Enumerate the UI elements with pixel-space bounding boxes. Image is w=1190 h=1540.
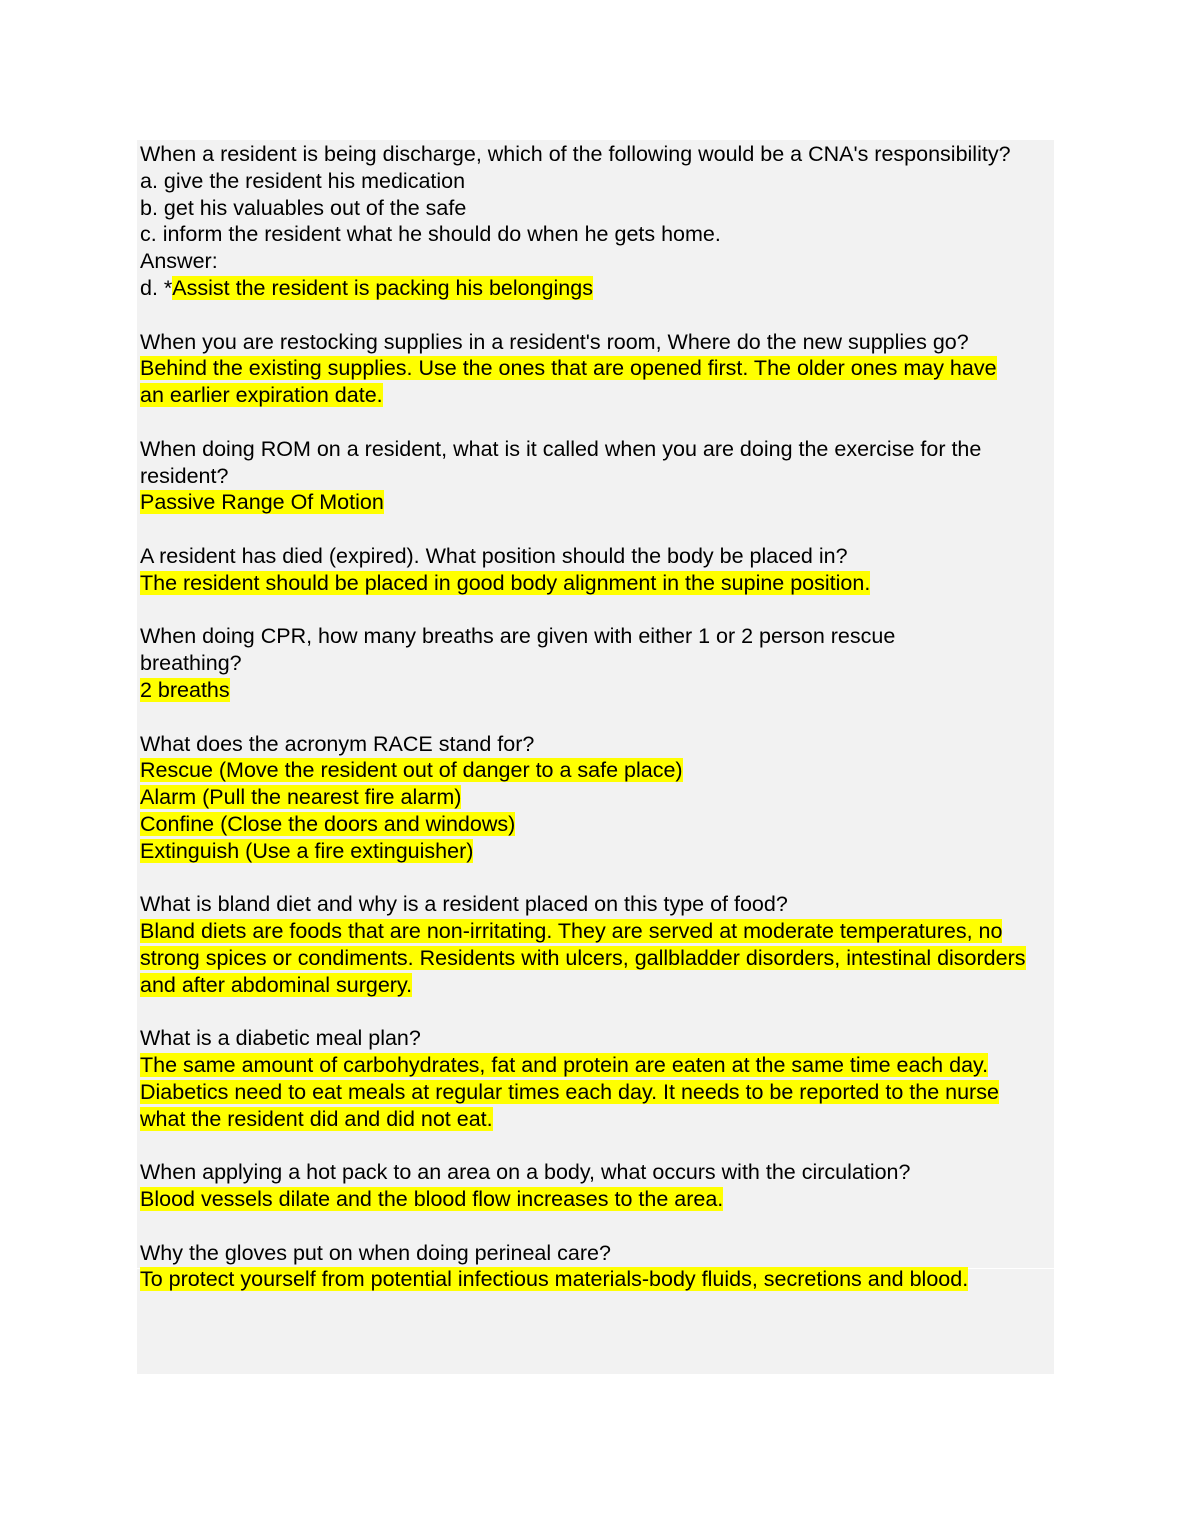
answer-wrap [140,1052,1025,1132]
qa-item-3 [140,436,1050,516]
question: When doing CPR, how many breaths are given with either 1 or 2 person rescue breathing? [140,624,896,676]
question: When applying a hot pack to an area on a body, what occurs with the circulation? [140,1160,911,1185]
answer-highlight: 2 breaths [140,677,230,702]
answer-highlight: To protect yourself from potential infectious materials-body fluids, secretions and blood. [140,1267,969,1292]
answer-line-alarm [140,784,1050,811]
answer-wrap [140,918,1045,998]
qa-item-2 [140,329,1050,409]
option-a: a. give the resident his medication [140,168,466,193]
answer-line-confine [140,811,1050,838]
qa-item-1 [140,141,1050,302]
answer-label: Answer: [140,249,218,274]
question: A resident has died (expired). What position should the body be placed in? [140,543,848,568]
question-wrap [140,623,970,677]
answer-highlight: Confine (Close the doors and windows) [140,811,516,836]
answer-line [140,677,1050,704]
option-c: c. inform the resident what he should do when he gets home. [140,222,721,247]
answer-line [140,489,1050,516]
question: When doing ROM on a resident, what is it called when you are doing the exercise for the resident? [140,436,982,488]
qa-item-5 [140,623,1050,703]
qa-item-6 [140,731,1050,865]
answer-highlight: Blood vessels dilate and the blood flow increases to the area. [140,1187,724,1212]
answer-highlight: Bland diets are foods that are non-irritating. They are served at moderate temperatures, no strong spices or condiments. Residents with ulcers, gallbladder disorders, intestinal disorders and after abdominal surgery. [140,919,1026,997]
answer-line [140,275,1050,302]
answer-highlight: Assist the resident is packing his belongings [172,275,593,300]
qa-item-4 [140,543,1050,597]
answer-wrap [140,355,1015,409]
question: What is a diabetic meal plan? [140,1026,421,1051]
qa-item-10 [140,1240,1050,1294]
qa-item-9 [140,1159,1050,1213]
answer-highlight: The same amount of carbohydrates, fat and protein are eaten at the same time each day. Diabetics need to eat meals at regular times each day. It needs to be reported to the nurse what the resident did and did not eat. [140,1053,999,1131]
qa-item-8 [140,1025,1050,1132]
question: When you are restocking supplies in a resident's room, Where do the new supplies go? [140,329,969,354]
question: Why the gloves put on when doing perineal care? [140,1240,611,1265]
answer-line [140,1266,1050,1293]
answer-line [140,570,1050,597]
answer-line-extinguish [140,838,1050,865]
answer-highlight: Extinguish (Use a fire extinguisher) [140,838,474,863]
answer-highlight: The resident should be placed in good body alignment in the supine position. [140,570,871,595]
answer-line-rescue [140,757,1050,784]
question: When a resident is being discharge, which of the following would be a CNA's responsibility? [140,142,1011,166]
answer-prefix: d. * [140,275,173,300]
document-body [140,141,1050,1320]
answer-highlight: Behind the existing supplies. Use the ones that are opened first. The older ones may have an earlier expiration date. [140,356,997,408]
answer-highlight: Alarm (Pull the nearest fire alarm) [140,785,462,810]
question: What does the acronym RACE stand for? [140,731,535,756]
answer-highlight: Rescue (Move the resident out of danger to a safe place) [140,758,683,783]
qa-item-7 [140,891,1050,998]
option-b: b. get his valuables out of the safe [140,195,467,220]
question: What is bland diet and why is a resident placed on this type of food? [140,892,788,917]
answer-line [140,1186,1050,1213]
answer-highlight: Passive Range Of Motion [140,490,384,515]
question-wrap [140,436,1020,490]
